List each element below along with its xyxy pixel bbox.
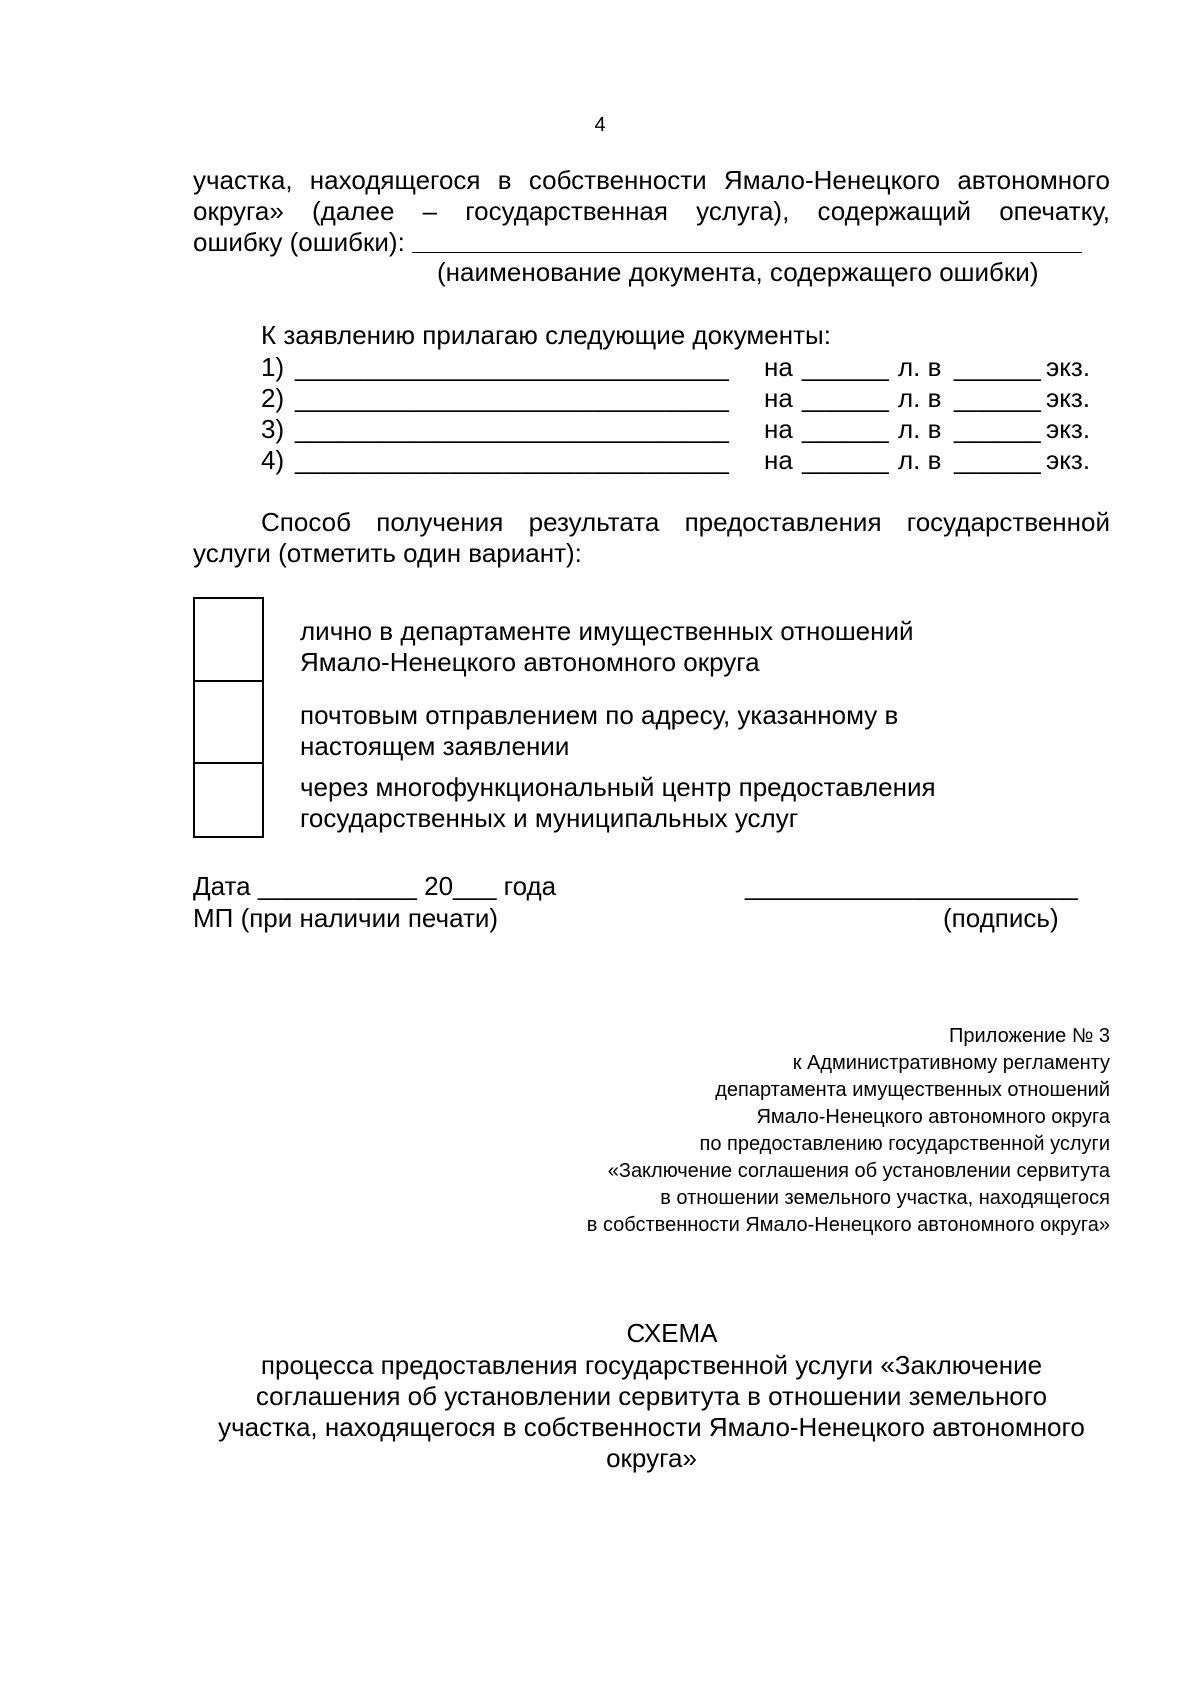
appendix-line: к Административному регламенту	[792, 1052, 1110, 1074]
attachment-row	[261, 414, 1101, 445]
scheme-subtitle-line: участка, находящегося в собственности Ямало-Ненецкого автономного	[218, 1412, 1085, 1442]
date-line	[193, 871, 556, 902]
year-prefix: 20	[424, 871, 454, 901]
attachment-sheets-blank: ______	[802, 383, 889, 413]
appendix-line: в собственности Ямало-Ненецкого автономного округа»	[586, 1214, 1110, 1236]
option-mfc-line-1: через многофункциональный центр предоставления	[300, 772, 936, 802]
attachment-copies-label: экз.	[1046, 445, 1091, 475]
attachment-number: 1)	[261, 352, 285, 382]
signature-caption: (подпись)	[943, 903, 1059, 933]
attachment-sheets-label: л. в	[898, 383, 942, 413]
year-blank: ___	[453, 871, 497, 901]
attachment-na: на	[764, 352, 793, 382]
attachment-copies-label: экз.	[1046, 414, 1091, 444]
appendix-block	[460, 1023, 1110, 1239]
attachment-name-blank: ______________________________	[295, 383, 729, 413]
scheme-subtitle-line: процесса предоставления государственной услуги «Заключение	[260, 1350, 1043, 1380]
appendix-line: «Заключение соглашения об установлении сервитута	[607, 1160, 1110, 1182]
option-personal-line-2: Ямало-Ненецкого автономного округа	[300, 647, 760, 677]
intro-line-3: ошибку (ошибки):	[193, 227, 405, 257]
attachments-heading: К заявлению прилагаю следующие документы:	[261, 320, 831, 350]
attachment-row	[261, 383, 1101, 414]
appendix-line: в отношении земельного участка, находящегося	[660, 1187, 1110, 1209]
document-name-line	[412, 252, 1082, 253]
attachment-name-blank: ______________________________	[295, 414, 729, 444]
scheme-subtitle-line: округа»	[606, 1443, 697, 1473]
scheme-subtitle-line: соглашения об установлении сервитута в отношении земельного	[255, 1381, 1048, 1411]
method-line-2: услуги (отметить один вариант):	[193, 538, 582, 568]
attachment-row	[261, 352, 1101, 383]
attachment-sheets-label: л. в	[898, 445, 942, 475]
attachment-copies-label: экз.	[1046, 383, 1091, 413]
attachment-copies-blank: ______	[954, 352, 1041, 382]
attachment-na: на	[764, 383, 793, 413]
attachment-na: на	[764, 445, 793, 475]
option-mail-line-2: настоящем заявлении	[300, 731, 570, 761]
appendix-line: Ямало-Ненецкого автономного округа	[756, 1106, 1110, 1128]
document-name-caption: (наименование документа, содержащего ошибки)	[437, 257, 1039, 287]
attachment-sheets-blank: ______	[802, 414, 889, 444]
seal-note: МП (при наличии печати)	[193, 903, 499, 933]
option-mfc-checkbox[interactable]	[193, 762, 264, 838]
year-word: года	[503, 871, 557, 901]
attachment-name-blank: ______________________________	[295, 352, 729, 382]
attachment-sheets-label: л. в	[898, 352, 942, 382]
option-personal-line-1: лично в департаменте имущественных отношений	[300, 616, 914, 646]
option-mail-checkbox[interactable]	[193, 680, 264, 764]
method-line-1: Способ получения результата предоставления государственной	[261, 507, 1110, 537]
attachment-copies-label: экз.	[1046, 352, 1091, 382]
scheme-subtitle	[193, 1350, 1110, 1474]
option-personal-checkbox[interactable]	[193, 597, 264, 682]
attachment-copies-blank: ______	[954, 383, 1041, 413]
attachment-copies-blank: ______	[954, 414, 1041, 444]
option-mfc-line-2: государственных и муниципальных услуг	[300, 803, 799, 833]
appendix-line: по предоставлению государственной услуги	[699, 1133, 1110, 1155]
appendix-line: департамента имущественных отношений	[715, 1079, 1110, 1101]
attachment-na: на	[764, 414, 793, 444]
signature-line: _______________________	[745, 871, 1078, 901]
attachment-number: 3)	[261, 414, 285, 444]
attachment-sheets-blank: ______	[802, 445, 889, 475]
date-label: Дата	[193, 871, 251, 901]
date-blank: ___________	[257, 871, 417, 901]
attachment-sheets-label: л. в	[898, 414, 942, 444]
intro-line-1: участка, находящегося в собственности Ямало-Ненецкого автономного	[193, 165, 1110, 195]
appendix-line: Приложение № 3	[949, 1025, 1110, 1047]
option-mail-line-1: почтовым отправлением по адресу, указанному в	[300, 700, 899, 730]
attachment-copies-blank: ______	[954, 445, 1041, 475]
attachment-sheets-blank: ______	[802, 352, 889, 382]
attachment-number: 4)	[261, 445, 285, 475]
scheme-title: СХЕМА	[626, 1318, 718, 1348]
attachment-name-blank: ______________________________	[295, 445, 729, 475]
page-number: 4	[594, 114, 606, 136]
attachment-row	[261, 445, 1101, 476]
intro-line-2: округа» (далее – государственная услуга), содержащий опечатку,	[193, 196, 1110, 226]
attachment-number: 2)	[261, 383, 285, 413]
